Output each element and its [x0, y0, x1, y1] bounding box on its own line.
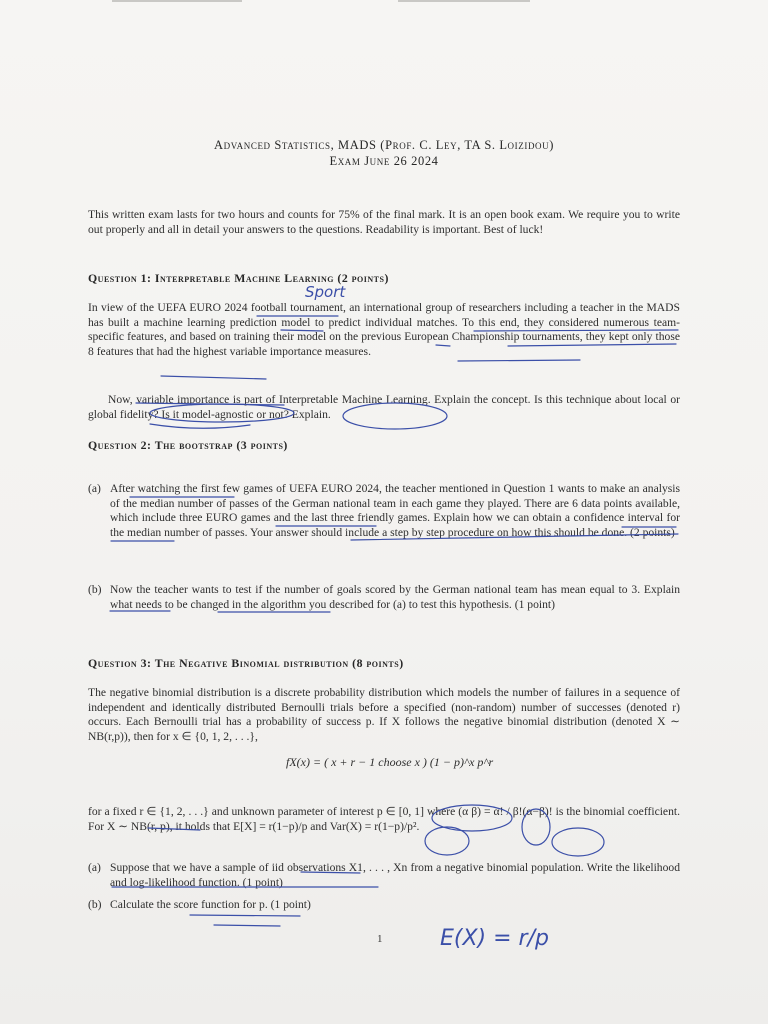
- item-text: After watching the first few games of UEFA EURO 2024, the teacher mentioned in Question 1 wants to make an analysis of the median number of passes of the German national team in each game they played. There are 6 data points available, which include three EURO games and the last three friendly games. Explain how we can obtain a confidence interval for the median number of passes. Your answer should include a step by step procedure on how this should be done. (2 points): [110, 482, 680, 539]
- header-title: Advanced Statistics, MADS (Prof. C. Ley, TA S. Loizidou): [213, 138, 555, 152]
- question-2-title: Question 2: The bootstrap (3 points): [88, 438, 288, 452]
- question-3a: [88, 861, 680, 890]
- item-text: Now the teacher wants to test if the number of goals scored by the German national team has mean equal to 3. Explain what needs to be changed in the algorithm you described for (a) to test this hypothesis. (1 point): [110, 583, 680, 611]
- question-3-paragraph: The negative binomial distribution is a discrete probability distribution which models the number of failures in a sequence of independent and identically distributed Bernoulli trials before a specified (non-random) number of successes (denoted r) occurs. Each Bernoulli trial has a probability of success p. If X follows the negative binomial distribution (denoted X ∼ NB(r,p)), then for x ∈ {0, 1, 2, . . .},: [88, 686, 680, 743]
- pmf-formula: fX(x) = ( x + r − 1 choose x ) (1 − p)^x p^r: [286, 755, 494, 769]
- item-label: (a): [88, 861, 101, 874]
- exam-header: [0, 137, 768, 169]
- item-text: Suppose that we have a sample of iid observations X1, . . . , Xn from a negative binomial population. Write the likelihood and log-likelihood function. (1 point): [110, 861, 680, 889]
- intro-paragraph: This written exam lasts for two hours and counts for 75% of the final mark. It is an open book exam. We require you to write out properly and all in detail your answers to the questions. Readability is important. Best of luck!: [88, 208, 680, 236]
- handwritten-expectation: E(X) = r/p: [440, 926, 549, 951]
- top-edge-mark: [398, 0, 530, 2]
- question-1-paragraph: In view of the UEFA EURO 2024 football tournament, an international group of researchers including a teacher in the MADS has built a machine learning prediction model to predict individual matches. To this end, they considered numerous team-specific features, and based on training their model on the previous European Championship tournaments, they kept only those 8 features that had the highest variable importance measures.: [88, 301, 680, 358]
- question-3b: [88, 898, 680, 913]
- item-label: (b): [88, 898, 102, 911]
- question-1-title: Question 1: Interpretable Machine Learning (2 points): [88, 271, 389, 285]
- question-3-definitions: for a fixed r ∈ {1, 2, . . .} and unknown parameter of interest p ∈ [0, 1] where (α β) = α! / β!(α−β)! is the binomial coefficient. For X ∼ NB(r, p), it holds that E[X] = r(1−p)/p and Var(X) = r(1−p)/p².: [88, 805, 680, 833]
- question-2b: [88, 583, 680, 612]
- question-3-title: Question 3: The Negative Binomial distribution (8 points): [88, 656, 404, 670]
- page-number: 1: [377, 933, 383, 945]
- question-1-task: Now, variable importance is part of Interpretable Machine Learning. Explain the concept. Is this technique about local or global fidelity? Is it model-agnostic or not? Explain.: [88, 393, 680, 421]
- item-label: (b): [88, 583, 102, 596]
- top-edge-mark: [112, 0, 242, 2]
- header-date: Exam June 26 2024: [329, 154, 439, 168]
- item-text: Calculate the score function for p. (1 point): [110, 898, 311, 911]
- item-label: (a): [88, 482, 101, 495]
- handwritten-sport: Sport: [305, 283, 346, 301]
- question-2a: [88, 482, 680, 540]
